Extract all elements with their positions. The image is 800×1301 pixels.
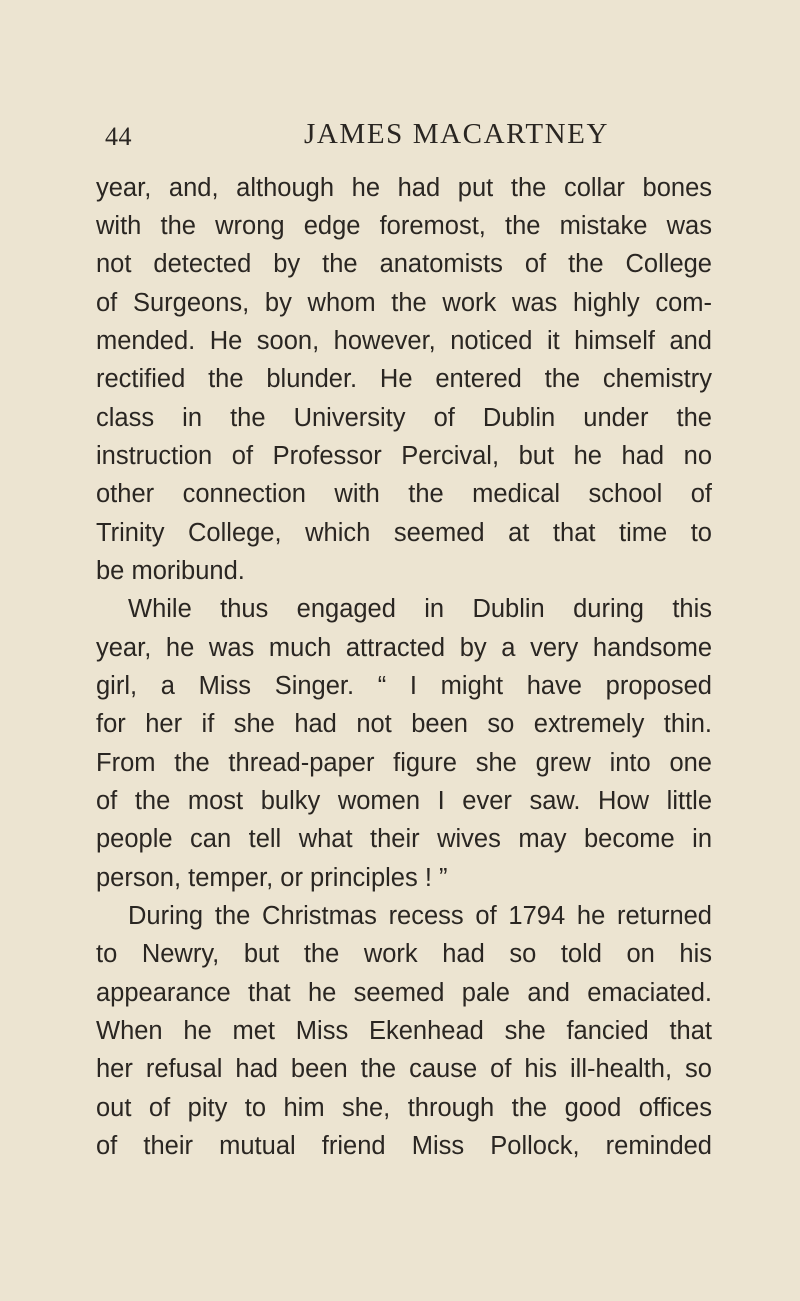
text-line: instruction of Professor Percival, but he had no <box>96 442 712 470</box>
text-line: of the most bulky women I ever saw. How little <box>96 787 712 815</box>
text-line: her refusal had been the cause of his ill-health, so <box>96 1055 712 1083</box>
text-line: people can tell what their wives may become in <box>96 825 712 853</box>
text-line: of Surgeons, by whom the work was highly com- <box>96 289 712 317</box>
text-line: of their mutual friend Miss Pollock, reminded <box>96 1132 712 1160</box>
text-line: class in the University of Dublin under the <box>96 404 712 432</box>
text-line: year, he was much attracted by a very handsome <box>96 634 712 662</box>
text-line: person, temper, or principles ! ” <box>96 864 448 892</box>
text-line: not detected by the anatomists of the College <box>96 250 712 278</box>
running-title: JAMES MACARTNEY <box>304 118 610 150</box>
text-line: out of pity to him she, through the good offices <box>96 1094 712 1122</box>
text-line: for her if she had not been so extremely thin. <box>96 710 712 738</box>
page-number: 44 <box>105 122 132 151</box>
page-header <box>0 118 800 158</box>
text-line: year, and, although he had put the collar bones <box>96 174 712 202</box>
text-line: During the Christmas recess of 1794 he returned <box>128 902 712 930</box>
text-line: When he met Miss Ekenhead she fancied that <box>96 1017 712 1045</box>
text-line: appearance that he seemed pale and emaciated. <box>96 979 712 1007</box>
text-line: rectified the blunder. He entered the chemistry <box>96 365 712 393</box>
text-line: be moribund. <box>96 557 245 585</box>
text-line: other connection with the medical school of <box>96 480 712 508</box>
text-line: to Newry, but the work had so told on his <box>96 940 712 968</box>
text-line: mended. He soon, however, noticed it himself and <box>96 327 712 355</box>
text-line: While thus engaged in Dublin during this <box>128 595 712 623</box>
text-line: girl, a Miss Singer. “ I might have proposed <box>96 672 712 700</box>
text-line: From the thread-paper figure she grew into one <box>96 749 712 777</box>
text-line: Trinity College, which seemed at that time to <box>96 519 712 547</box>
text-line: with the wrong edge foremost, the mistake was <box>96 212 712 240</box>
